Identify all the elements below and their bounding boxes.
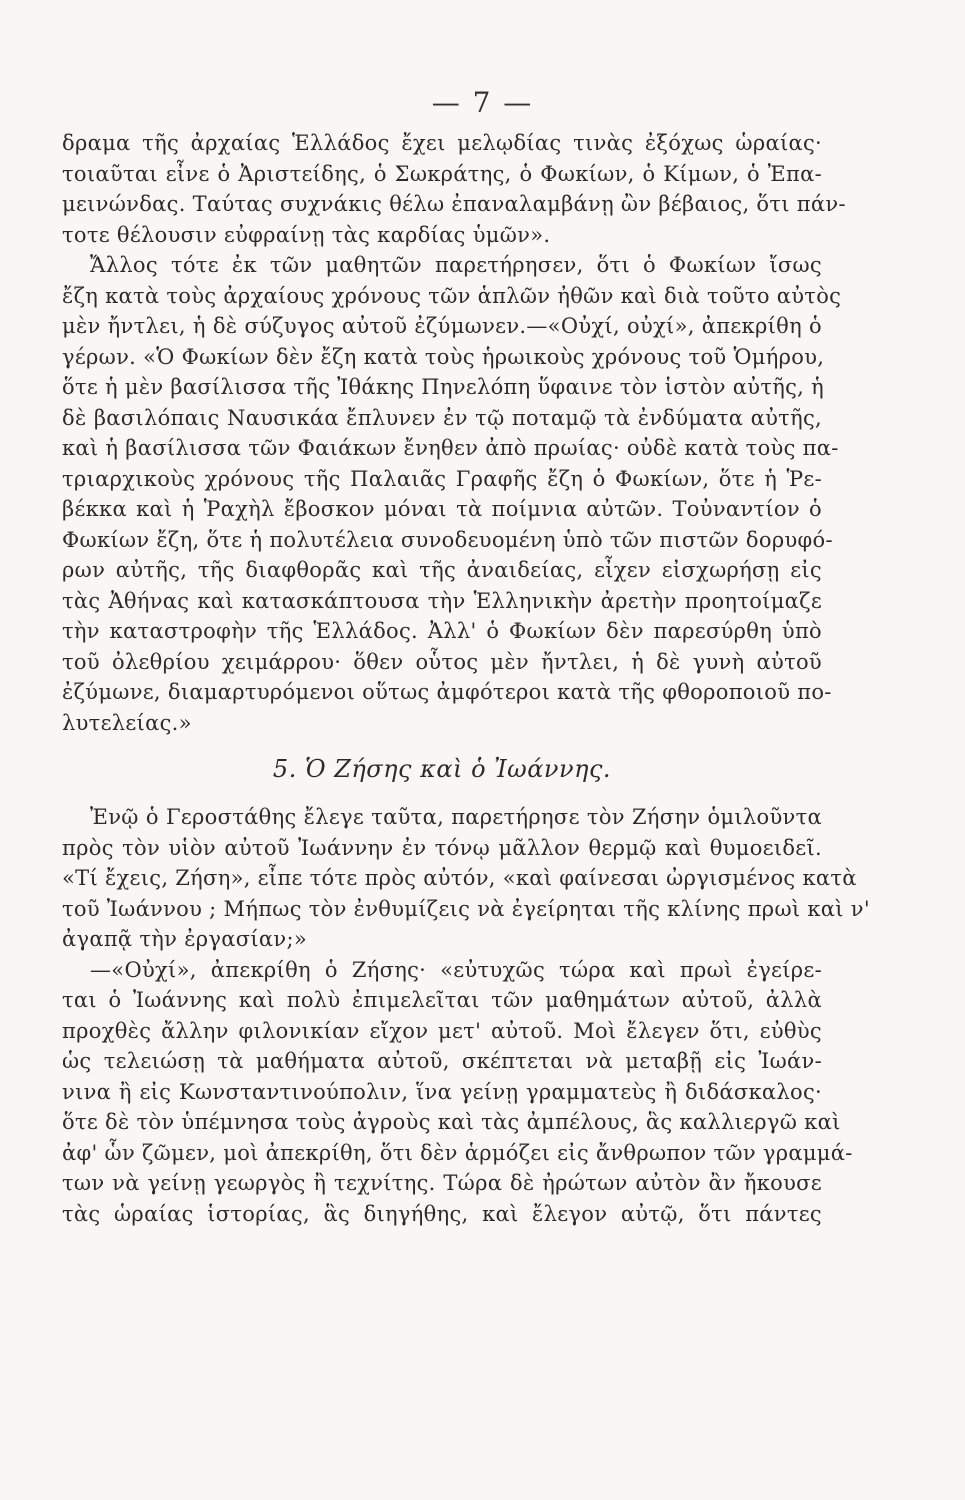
paragraph (62, 128, 846, 250)
page-number: — 7 — (431, 86, 534, 119)
text-line: τριαρχικοὺς χρόνους τῆς Παλαιᾶς Γραφῆς ἔζη ὁ Φωκίων, ὅτε ἡ Ῥε- (62, 466, 822, 491)
text-line: ὅτε ἡ μὲν βασίλισσα τῆς Ἰθάκης Πηνελόπη ὕφαινε τὸν ἱστὸν αὐτῆς, ἡ (62, 375, 825, 399)
text-line: Ἄλλος τότε ἐκ τῶν μαθητῶν παρετήρησεν, ὅτι ὁ Φωκίων ἴσως (90, 253, 822, 277)
text-line: δὲ βασιλόπαις Ναυσικάα ἔπλυνεν ἐν τῷ ποταμῷ τὰ ἐνδύματα αὐτῆς, (62, 405, 822, 430)
text-line: καὶ ἡ βασίλισσα τῶν Φαιάκων ἔνηθεν ἀπὸ πρωίας· οὐδὲ κατὰ τοὺς πα- (62, 436, 839, 460)
text-line: νινα ἢ εἰς Κωνσταντινούπολιν, ἵνα γείνῃ γραμματεὺς ἢ διδάσκαλος· (62, 1079, 822, 1104)
text-line: τοτε θέλουσιν εὐφραίνῃ τὰς καρδίας ὑμῶν». (62, 222, 551, 247)
text-line: ρων αὐτῆς, τῆς διαφθορᾶς καὶ τῆς ἀναιδείας, εἶχεν εἰσχωρήσῃ εἰς (62, 558, 822, 582)
text-line: τοῦ Ἰωάννου ; Μήπως τὸν ἐνθυμίζεις νὰ ἐγείρηται τῆς κλίνης πρωὶ καὶ ν' (62, 896, 870, 921)
text-line: ὡς τελειώσῃ τὰ μαθήματα αὐτοῦ, σκέπτεται νὰ μεταβῇ εἰς Ἰωάν- (62, 1049, 822, 1073)
text-line: των νὰ γείνῃ γεωργὸς ἢ τεχνίτης. Τώρα δὲ ἠρώτων αὐτὸν ἂν ἤκουσε (62, 1171, 822, 1195)
text-line: ἐζύμωνε, διαμαρτυρόμενοι οὕτως ἀμφότεροι κατὰ τῆς φθοροποιοῦ πο- (62, 680, 832, 704)
text-line: Ἐνῷ ὁ Γεροστάθης ἔλεγε ταῦτα, παρετήρησε τὸν Ζήσην ὁμιλοῦντα (90, 805, 822, 829)
paragraph (62, 802, 870, 955)
text-line: πρὸς τὸν υἱὸν αὐτοῦ Ἰωάννην ἐν τόνῳ μᾶλλον θερμῷ καὶ θυμοειδεῖ. (62, 835, 822, 860)
text-line: ὅτε δὲ τὸν ὑπέμνησα τοὺς ἀγροὺς καὶ τὰς ἀμπέλους, ἃς καλλιεργῶ καὶ (62, 1110, 841, 1134)
text-line: μεινώνδας. Ταύτας συχνάκις θέλω ἐπαναλαμβάνῃ ὢν βέβαιος, ὅτι πάν- (62, 192, 846, 216)
text-line: —«Οὐχί», ἀπεκρίθη ὁ Ζήσης· «εὐτυχῶς τώρα καὶ πρωὶ ἐγείρε- (90, 957, 822, 982)
text-line: ἀφ' ὧν ζῶμεν, μοὶ ἀπεκρίθη, ὅτι δὲν ἁρμόζει εἰς ἄνθρωπον τῶν γραμμά- (62, 1140, 853, 1165)
text-line: ται ὁ Ἰωάννης καὶ πολὺ ἐπιμελεῖται τῶν μαθημάτων αὐτοῦ, ἀλλὰ (62, 988, 822, 1012)
paragraph (62, 250, 842, 738)
text-line: «Τί ἔχεις, Ζήση», εἶπε τότε πρὸς αὐτόν, «καὶ φαίνεσαι ὠργισμένος κατὰ (62, 866, 857, 890)
text-line: δραμα τῆς ἀρχαίας Ἑλλάδος ἔχει μελῳδίας τινὰς ἐξόχως ὡραίας· (62, 131, 822, 155)
text-line: τὴν καταστροφὴν τῆς Ἑλλάδος. Ἀλλ' ὁ Φωκίων δὲν παρεσύρθη ὑπὸ (62, 619, 822, 643)
text-line: Φωκίων ἔζη, ὅτε ἡ πολυτέλεια συνοδευομένη ὑπὸ τῶν πιστῶν δορυφό- (62, 527, 833, 552)
section-heading: 5. Ὁ Ζήσης καὶ ὁ Ἰωάννης. (272, 755, 612, 783)
text-line: γέρων. «Ὁ Φωκίων δὲν ἔζη κατὰ τοὺς ἡρωικοὺς χρόνους τοῦ Ὁμήρου, (62, 344, 825, 369)
text-line: λυτελείας.» (62, 710, 192, 735)
text-line: ἀγαπᾷ τὴν ἐργασίαν;» (62, 927, 307, 951)
text-line: τοιαῦται εἶνε ὁ Ἀριστείδης, ὁ Σωκράτης, ὁ Φωκίων, ὁ Κίμων, ὁ Ἐπα- (62, 161, 822, 186)
paragraph (62, 955, 853, 1230)
text-line: μὲν ἤντλει, ἡ δὲ σύζυγος αὐτοῦ ἐζύμωνεν.—«Οὐχί, οὐχί», ἀπεκρίθη ὁ (62, 314, 822, 338)
text-line: προχθὲς ἄλλην φιλονικίαν εἴχον μετ' αὐτοῦ. Μοὶ ἔλεγεν ὅτι, εὐθὺς (62, 1018, 822, 1043)
text-line: ἔζη κατὰ τοὺς ἀρχαίους χρόνους τῶν ἁπλῶν ἠθῶν καὶ διὰ τοῦτο αὐτὸς (62, 283, 842, 308)
main-text (62, 128, 870, 1229)
text-line: τὰς ὡραίας ἱστορίας, ἃς διηγήθης, καὶ ἔλεγον αὐτῷ, ὅτι πάντες (62, 1201, 822, 1226)
text-line: τὰς Ἀθήνας καὶ κατασκάπτουσα τὴν Ἑλληνικὴν ἀρετὴν προητοίμαζε (62, 588, 822, 613)
text-line: βέκκα καὶ ἡ Ῥαχὴλ ἔβοσκον μόναι τὰ ποίμνια αὐτῶν. Τοὐναντίον ὁ (62, 497, 822, 521)
text-line: τοῦ ὀλεθρίου χειμάρρου· ὅθεν οὗτος μὲν ἤντλει, ἡ δὲ γυνὴ αὐτοῦ (62, 649, 822, 674)
